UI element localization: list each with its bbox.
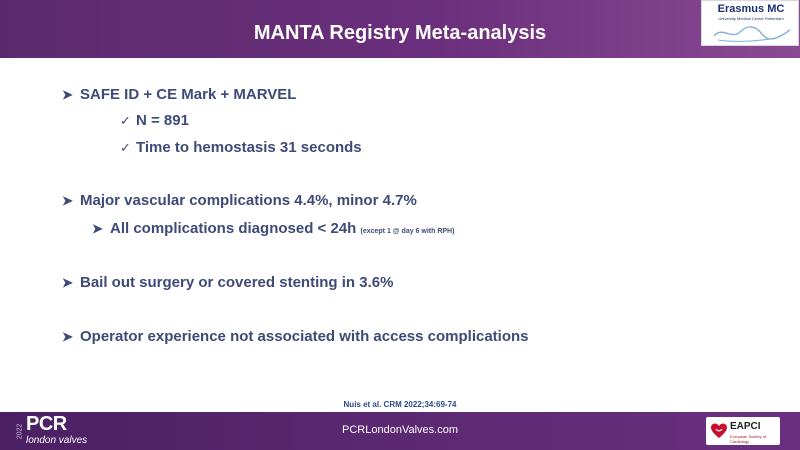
- arrow-bullet-icon: ➤: [62, 329, 73, 344]
- bullet-note: (except 1 @ day 6 with RPH): [360, 228, 455, 235]
- arrow-bullet-icon: ➤: [62, 193, 73, 208]
- pcr-logo-name: PCR: [26, 413, 67, 435]
- bullet-text: Time to hemostasis 31 seconds: [136, 139, 362, 156]
- bullet-text: Operator experience not associated with access complications: [80, 328, 529, 345]
- eapci-logo-name: EAPCI: [730, 421, 761, 432]
- bullet-text: All complications diagnosed < 24h: [110, 220, 357, 237]
- bullet-item-1: [62, 86, 296, 103]
- citation: Nuis et al. CRM 2022;34:69-74: [343, 400, 457, 409]
- arrow-bullet-icon: ➤: [62, 275, 73, 290]
- check-bullet-icon: ✓: [120, 114, 131, 129]
- pcr-year: 2022: [16, 423, 24, 440]
- bullet-item-3: [120, 139, 362, 156]
- bullet-item-6: [62, 274, 393, 291]
- erasmus-logo-name: Erasmus MC: [717, 3, 785, 15]
- eapci-logo: [706, 417, 780, 445]
- pcr-logo-subtitle: london valves: [26, 435, 88, 446]
- bullet-item-4: [62, 192, 417, 209]
- heart-icon: [710, 422, 728, 440]
- arrow-bullet-icon: ➤: [62, 87, 73, 102]
- arrow-bullet-icon: ➤: [92, 221, 103, 236]
- slide-title: MANTA Registry Meta-analysis: [253, 22, 547, 44]
- bullet-text: Bail out surgery or covered stenting in 3.6%: [80, 274, 394, 291]
- bullet-item-5: [92, 220, 454, 237]
- footer-url-link[interactable]: PCRLondonValves.com: [342, 424, 458, 436]
- bullet-text: Major vascular complications 4.4%, minor 4.7%: [80, 192, 417, 209]
- check-bullet-icon: ✓: [120, 141, 131, 156]
- bullet-text: SAFE ID + CE Mark + MARVEL: [80, 86, 297, 103]
- bullet-item-7: [62, 328, 529, 345]
- erasmus-logo-subtitle: University Medical Center Rotterdam: [718, 16, 784, 21]
- eapci-logo-subtitle: European Society of Cardiology: [730, 434, 767, 444]
- bullet-item-2: [120, 112, 189, 129]
- bullet-text: N = 891: [136, 112, 189, 129]
